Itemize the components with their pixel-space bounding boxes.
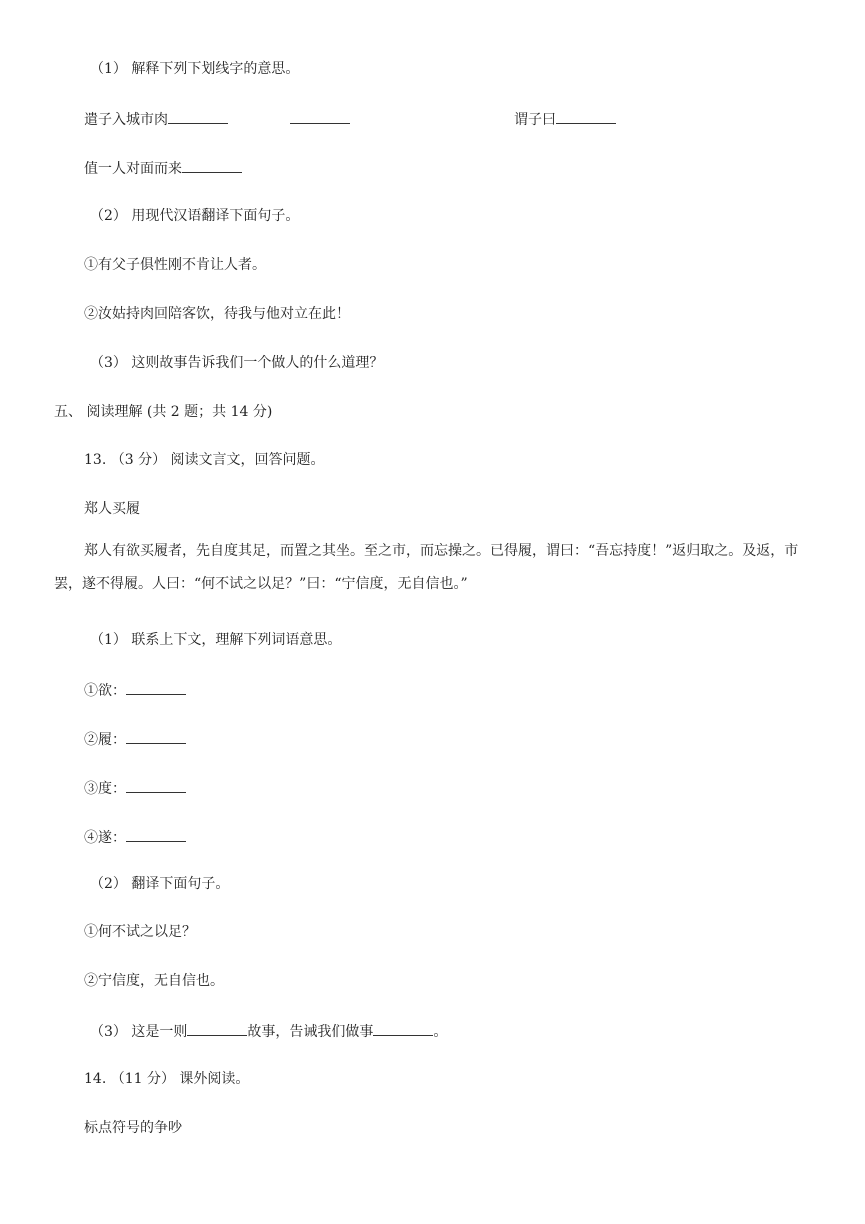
q12-word1-label: 遣子入城市肉 [84, 112, 168, 128]
q13-word-row [84, 682, 186, 698]
q12-word4-row [84, 160, 242, 176]
q13-word-label: ①欲： [84, 683, 126, 699]
answer-blank[interactable] [126, 829, 186, 842]
q13-passage-title: 郑人买履 [84, 501, 140, 517]
q13-word-label: ④遂： [84, 830, 126, 846]
q13-header: 13. （3 分） 阅读文言文，回答问题。 [84, 452, 325, 468]
q13-word-row [84, 829, 186, 845]
q12-word3-row [514, 111, 616, 127]
q13-sub2-prompt: （2） 翻译下面句子。 [90, 876, 230, 892]
answer-blank[interactable] [290, 111, 350, 124]
answer-blank[interactable] [182, 160, 242, 173]
q13-sub2-sentence1: ①何不试之以足？ [84, 924, 196, 940]
q12-word1-row [84, 111, 228, 127]
answer-blank[interactable] [556, 111, 616, 124]
q13-passage-text: 郑人有欲买履者，先自度其足，而置之其坐。至之市，而忘操之。已得履，谓曰：“吾忘持度！”返归取之。及返，市罢，遂不得履。人曰：“何不试之以足？”曰：“宁信度，无自信也。” [54, 543, 799, 592]
q13-sub1-prompt: （1） 联系上下文，理解下列词语意思。 [90, 632, 342, 648]
answer-blank[interactable] [187, 1023, 247, 1036]
q12-word3-label: 谓子曰 [514, 112, 556, 128]
q12-sub2-sentence2: ②汝姑持肉回陪客饮，待我与他对立在此！ [84, 306, 350, 322]
q12-sub1-prompt: （1） 解释下列下划线字的意思。 [90, 61, 300, 77]
q14-passage-title: 标点符号的争吵 [84, 1120, 182, 1136]
q12-word2-row [290, 111, 350, 127]
answer-blank[interactable] [168, 111, 228, 124]
q12-sub2-prompt: （2） 用现代汉语翻译下面句子。 [90, 208, 300, 224]
section-heading: 五、 阅读理解 (共 2 题；共 14 分) [54, 404, 273, 420]
q13-sub3-end: 。 [433, 1024, 448, 1040]
answer-blank[interactable] [373, 1023, 433, 1036]
q12-sub2-sentence1: ①有父子俱性刚不肯让人者。 [84, 257, 266, 273]
q13-sub3-prefix: （3） 这是一则 [90, 1024, 188, 1040]
q13-sub3-row [90, 1023, 447, 1039]
q13-word-row [84, 731, 186, 747]
answer-blank[interactable] [126, 731, 186, 744]
q13-word-label: ②履： [84, 732, 126, 748]
answer-blank[interactable] [126, 682, 186, 695]
q13-sub2-sentence2: ②宁信度，无自信也。 [84, 973, 224, 989]
q13-word-label: ③度： [84, 781, 126, 797]
q13-word-row [84, 780, 186, 796]
q13-sub3-middle: 故事，告诫我们做事 [247, 1024, 374, 1040]
q14-header: 14. （11 分） 课外阅读。 [84, 1071, 250, 1087]
q12-sub3-prompt: （3） 这则故事告诉我们一个做人的什么道理？ [90, 355, 384, 371]
q12-word4-label: 值一人对面而来 [84, 161, 182, 177]
answer-blank[interactable] [126, 780, 186, 793]
